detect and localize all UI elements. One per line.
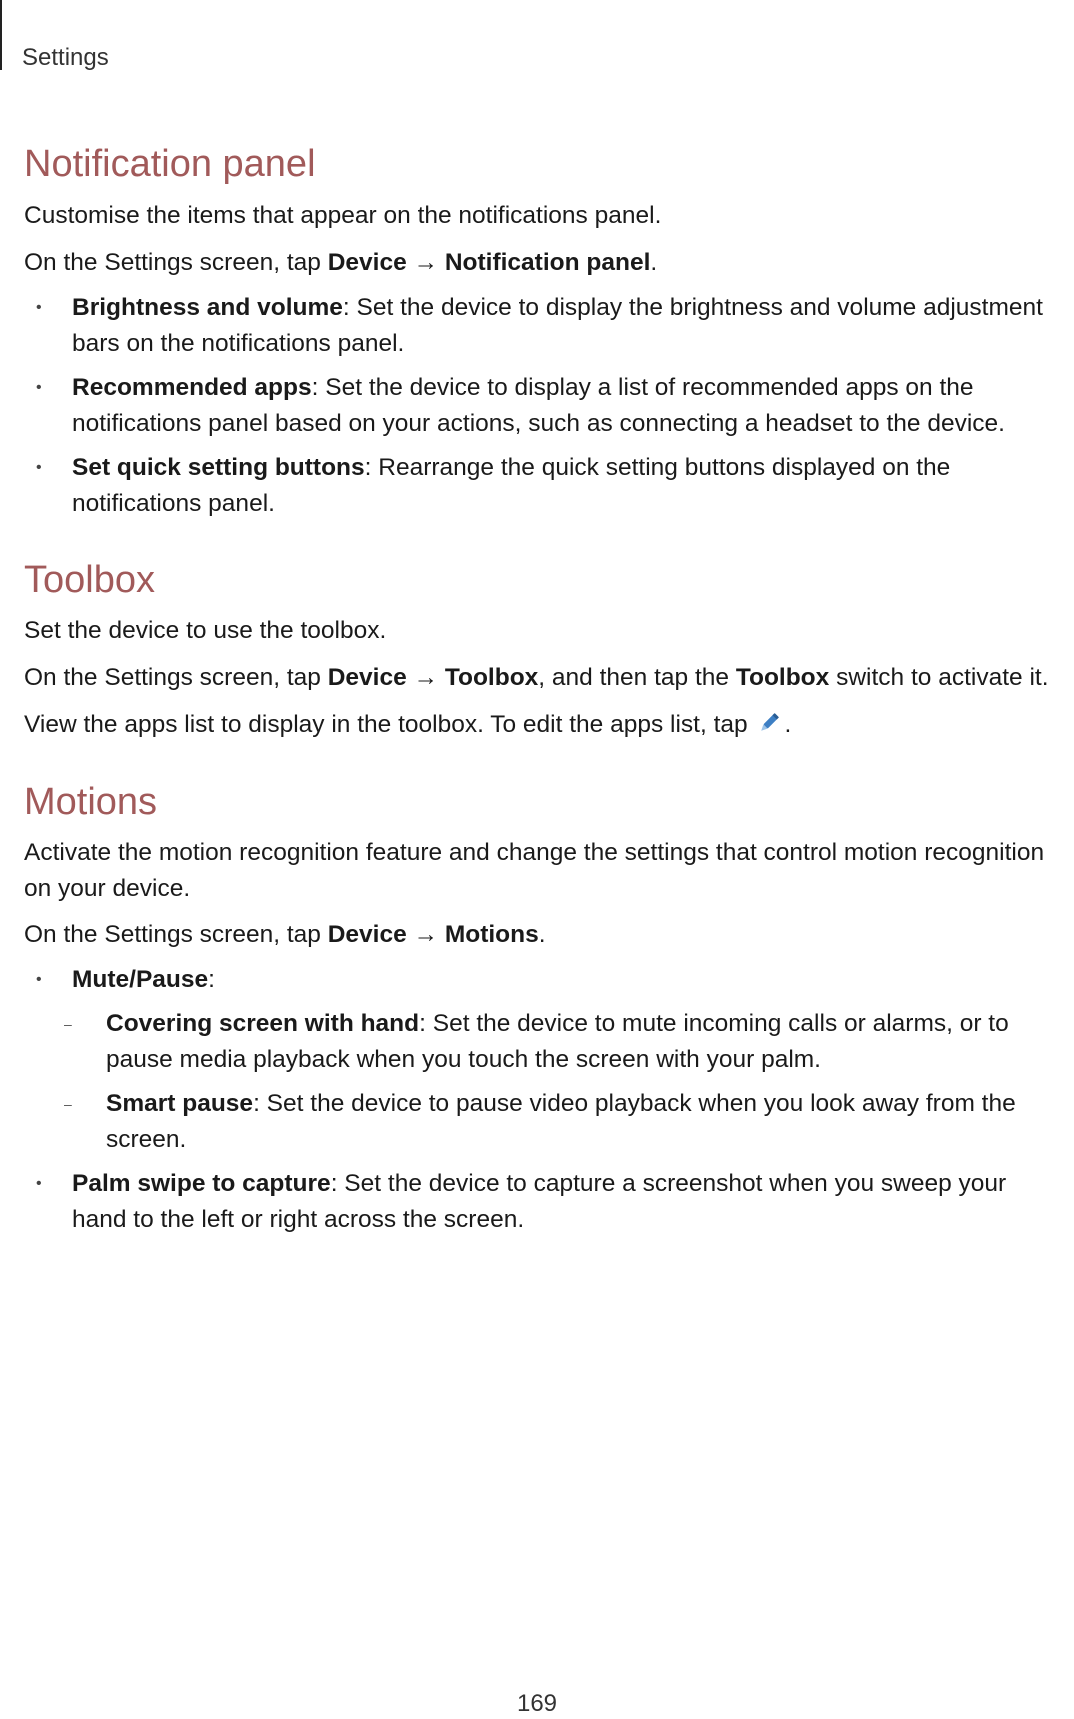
notification-panel-menu-label: Notification panel [444, 248, 651, 276]
notification-panel-path: On the Settings screen, tap Device → Notification panel. [24, 248, 658, 276]
option-term: Recommended apps [72, 373, 312, 401]
list-item: • Mute/Pause: [24, 962, 1064, 998]
motions-menu-label: Motions [444, 920, 539, 948]
motions-path: On the Settings screen, tap Device → Motions. [24, 920, 546, 948]
motions-section [24, 780, 1064, 1238]
list-item: • Recommended apps: Set the device to display a list of recommended apps on the notifications panel based on your actions, such as connecting a headset to the device. [24, 370, 1064, 442]
header-rule [0, 0, 2, 70]
motions-intro: Activate the motion recognition feature and change the settings that control motion recognition on your device. [24, 838, 1045, 902]
option-term: Set quick setting buttons [72, 453, 365, 481]
mute-pause-suboptions [24, 1006, 1064, 1158]
page-number: 169 [516, 1690, 558, 1717]
option-term: Brightness and volume [72, 293, 343, 321]
notification-panel-options [24, 290, 1064, 522]
running-header: Settings [22, 44, 109, 71]
list-item: • Brightness and volume: Set the device to display the brightness and volume adjustment bars on the notifications panel. [24, 290, 1064, 362]
motions-options-continued [24, 1166, 1064, 1238]
option-term: Covering screen with hand [106, 1009, 420, 1037]
option-term: Palm swipe to capture [72, 1169, 331, 1197]
notification-panel-intro: Customise the items that appear on the notifications panel. [24, 201, 662, 229]
toolbox-heading: Toolbox [24, 558, 155, 601]
list-item: – Smart pause: Set the device to pause video playback when you look away from the screen. [24, 1086, 1064, 1158]
toolbox-path: On the Settings screen, tap Device → Toolbox, and then tap the Toolbox switch to activate it. [24, 664, 1049, 692]
toolbox-switch-label: Toolbox [735, 664, 830, 692]
device-menu-label: Device [327, 248, 407, 276]
toolbox-intro: Set the device to use the toolbox. [24, 617, 387, 645]
toolbox-menu-label: Toolbox [444, 664, 539, 692]
list-item: • Palm swipe to capture: Set the device to capture a screenshot when you sweep your hand to the left or right across the screen. [24, 1166, 1064, 1238]
page-content [24, 142, 1064, 1238]
toolbox-edit-instructions: View the apps list to display in the toolbox. To edit the apps list, tap . [24, 711, 792, 739]
toolbox-section [24, 558, 1064, 745]
notification-panel-heading: Notification panel [24, 143, 316, 185]
motions-options [24, 962, 1064, 998]
device-menu-label: Device [327, 664, 407, 692]
device-menu-label: Device [327, 920, 407, 948]
pencil-icon [756, 710, 782, 736]
option-term: Mute/Pause [72, 965, 209, 993]
motions-heading: Motions [24, 781, 158, 824]
list-item: • Set quick setting buttons: Rearrange the quick setting buttons displayed on the notifications panel. [24, 450, 1064, 522]
list-item: – Covering screen with hand: Set the device to mute incoming calls or alarms, or to pause media playback when you touch the screen with your palm. [24, 1006, 1064, 1078]
option-term: Smart pause [106, 1089, 254, 1117]
notification-panel-section [24, 142, 1064, 522]
